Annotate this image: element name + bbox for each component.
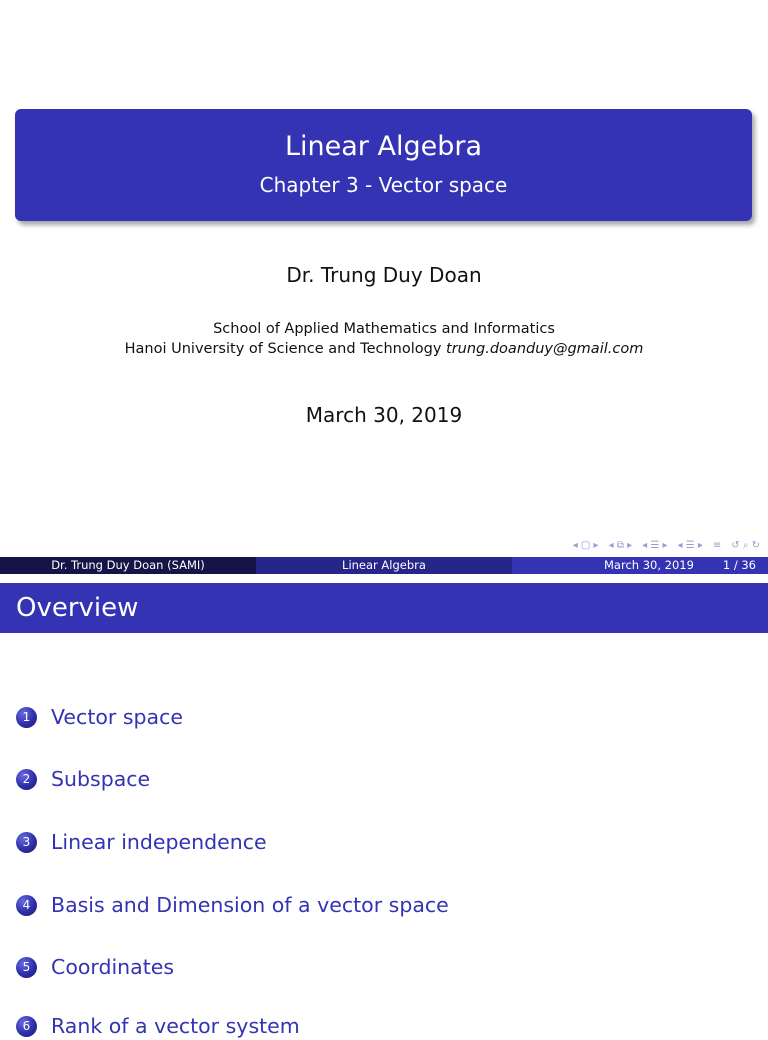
- toc-item-basis-dimension[interactable]: [16, 891, 449, 919]
- footer-title: Linear Algebra: [256, 557, 512, 574]
- institute-line-2: [0, 339, 768, 359]
- beamer-navigation-bar: [573, 538, 760, 552]
- subtitle-block: [15, 109, 752, 221]
- presentation-title: Linear Algebra: [284, 131, 482, 162]
- align-icon[interactable]: ≡: [712, 539, 722, 551]
- toc-label: Rank of a vector system: [51, 1014, 300, 1038]
- institute-name: Hanoi University of Science and Technology: [124, 341, 442, 357]
- toc-item-subspace[interactable]: [16, 765, 150, 793]
- footer-right: [512, 557, 768, 574]
- subsubsection-nav-icon[interactable]: ◂ ☰ ▸: [677, 539, 703, 551]
- toc-bullet: 6: [16, 1016, 37, 1037]
- toc-label: Vector space: [51, 705, 183, 729]
- author-email: trung.doanduy@gmail.com: [446, 341, 644, 357]
- overview-title: Overview: [16, 593, 139, 623]
- presentation-subtitle: Chapter 3 - Vector space: [259, 173, 508, 197]
- frame-nav-icon[interactable]: ◂ ▢ ▸: [572, 539, 599, 551]
- slide-footer: [0, 557, 768, 574]
- toc-bullet: 3: [16, 832, 37, 853]
- presentation-date: March 30, 2019: [305, 403, 463, 427]
- institute-line-1: School of Applied Mathematics and Informatics: [213, 321, 555, 337]
- toc-item-rank[interactable]: [16, 1012, 300, 1040]
- toc-label: Linear independence: [51, 830, 267, 854]
- toc-label: Subspace: [51, 767, 151, 791]
- toc-bullet: 5: [16, 957, 37, 978]
- toc-bullet: 4: [16, 895, 37, 916]
- footer-author: Dr. Trung Duy Doan (SAMI): [0, 557, 256, 574]
- toc-label: Coordinates: [51, 955, 175, 979]
- toc-item-vector-space[interactable]: [16, 703, 183, 731]
- footer-date: March 30, 2019: [604, 558, 694, 572]
- author-name: Dr. Trung Duy Doan: [286, 263, 482, 287]
- overview-header: [0, 583, 768, 633]
- toc-label: Basis and Dimension of a vector space: [51, 893, 449, 917]
- subsection-nav-icon[interactable]: ◂ ⧉ ▸: [608, 539, 633, 551]
- section-nav-icon[interactable]: ◂ ☰ ▸: [642, 539, 668, 551]
- toc-item-linear-independence[interactable]: [16, 828, 267, 856]
- toc-bullet: 1: [16, 707, 37, 728]
- footer-page-number: 1 / 36: [722, 558, 756, 572]
- search-icon[interactable]: ↺ ⌕ ↻: [731, 539, 760, 551]
- toc-item-coordinates[interactable]: [16, 953, 174, 981]
- toc-bullet: 2: [16, 769, 37, 790]
